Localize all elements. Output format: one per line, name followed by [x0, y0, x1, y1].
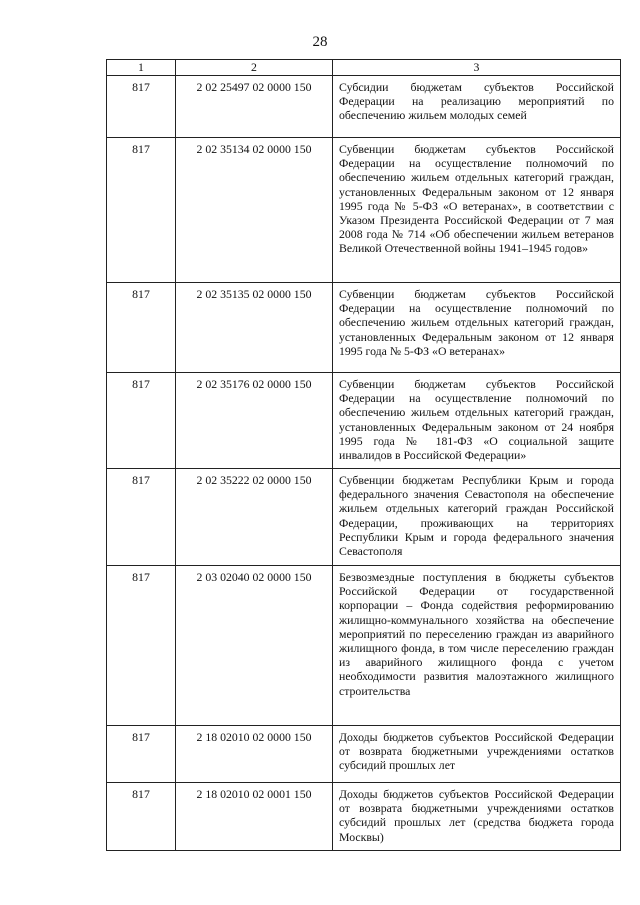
admin-code-cell: 817 [107, 566, 176, 726]
admin-code-cell: 817 [107, 783, 176, 851]
kbk-code-cell: 2 02 35134 02 0000 150 [176, 138, 333, 283]
table-row [107, 726, 621, 783]
description-cell: Субвенции бюджетам Республики Крым и города федерального значения Севастополя на обеспечение жильем отдельных категорий граждан Российской Федерации, проживающих на территориях Республики Крым и города федерального значения Севастополя [333, 469, 621, 566]
admin-code-cell: 817 [107, 726, 176, 783]
table-row [107, 469, 621, 566]
column-header-admin: 1 [107, 60, 176, 76]
description-cell: Доходы бюджетов субъектов Российской Федерации от возврата бюджетными учреждениями остатков субсидий прошлых лет (средства бюджета города Москвы) [333, 783, 621, 851]
kbk-code-cell: 2 02 35176 02 0000 150 [176, 373, 333, 469]
table-row [107, 566, 621, 726]
description-cell: Доходы бюджетов субъектов Российской Федерации от возврата бюджетными учреждениями остатков субсидий прошлых лет [333, 726, 621, 783]
kbk-code-cell: 2 02 35222 02 0000 150 [176, 469, 333, 566]
admin-code-cell: 817 [107, 373, 176, 469]
admin-code-cell: 817 [107, 76, 176, 138]
table-row [107, 373, 621, 469]
admin-code-cell: 817 [107, 469, 176, 566]
page-number: 28 [312, 34, 328, 50]
description-cell: Субвенции бюджетам субъектов Российской Федерации на осуществление полномочий по обеспечению жильем отдельных категорий граждан, установленных Федеральным законом от 12 января 1995 года № 5-ФЗ «О ветеранах», в соответствии с Указом Президента Российской Федерации от 7 мая 2008 года № 714 «Об обеспечении жильем ветеранов Великой Отечественной войны 1941–1945 годов» [333, 138, 621, 283]
kbk-code-cell: 2 18 02010 02 0001 150 [176, 783, 333, 851]
column-header-kbk: 2 [176, 60, 333, 76]
table-row [107, 783, 621, 851]
table-row [107, 283, 621, 373]
table-row [107, 138, 621, 283]
table-row [107, 76, 621, 138]
kbk-code-cell: 2 18 02010 02 0000 150 [176, 726, 333, 783]
kbk-code-cell: 2 02 25497 02 0000 150 [176, 76, 333, 138]
description-cell: Безвозмездные поступления в бюджеты субъектов Российской Федерации от государственной корпорации – Фонда содействия реформированию жилищно-коммунального хозяйства на обеспечение мероприятий по переселению граждан из аварийного жилищного фонда, в том числе переселению граждан из аварийного жилищного фонда с учетом необходимости развития малоэтажного жилищного строительства [333, 566, 621, 726]
admin-code-cell: 817 [107, 138, 176, 283]
description-cell: Субвенции бюджетам субъектов Российской Федерации на осуществление полномочий по обеспечению жильем отдельных категорий граждан, установленных Федеральным законом от 12 января 1995 года № 5-ФЗ «О ветеранах» [333, 283, 621, 373]
column-header-description: 3 [333, 60, 621, 76]
budget-revenue-table [106, 59, 621, 851]
table-header-row [107, 60, 621, 76]
description-cell: Субсидии бюджетам субъектов Российской Федерации на реализацию мероприятий по обеспечению жильем молодых семей [333, 76, 621, 138]
kbk-code-cell: 2 03 02040 02 0000 150 [176, 566, 333, 726]
kbk-code-cell: 2 02 35135 02 0000 150 [176, 283, 333, 373]
description-cell: Субвенции бюджетам субъектов Российской Федерации на осуществление полномочий по обеспечению жильем отдельных категорий граждан, установленных Федеральным законом от 24 ноября 1995 года № 181-ФЗ «О социальной защите инвалидов в Российской Федерации» [333, 373, 621, 469]
admin-code-cell: 817 [107, 283, 176, 373]
